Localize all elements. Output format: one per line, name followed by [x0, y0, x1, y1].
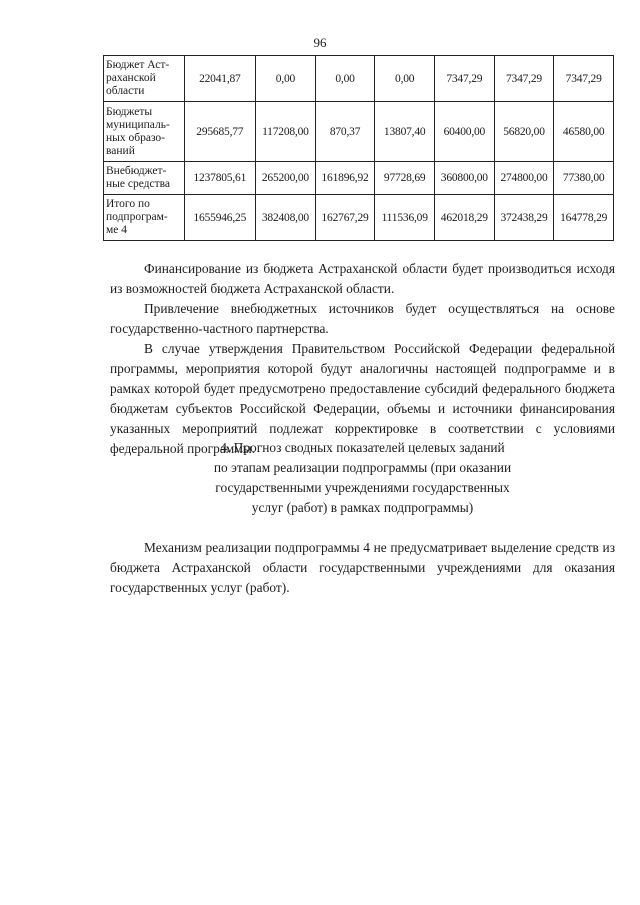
row-label [104, 195, 185, 241]
section-heading-line: по этапам реализации подпрограммы (при оказании [213, 460, 512, 475]
paragraph-federal-program: В случае утверждения Правительством Российской Федерации федеральной программы, мероприятия которой будут аналогичны настоящей подпрограмме и в рамках которой будет предусмотрено предоставление субсидий федерального бюджета бюджетам субъектов Российской Федерации, объемы и источники финансирования указанных мероприятий подлежат корректировке в соответствии с условиями федеральной программы. [110, 341, 615, 456]
table-cell: 295685,77 [184, 102, 255, 162]
row-label-line: ваний [106, 144, 135, 157]
paragraph-mechanism: Механизм реализации подпрограммы 4 не предусматривает выделение средств из бюджета Астраханской области государственными учреждениями для оказания государственных услуг (работ). [110, 540, 615, 595]
section-heading [110, 438, 615, 518]
paragraph-extrabudgetary: Привлечение внебюджетных источников будет осуществляться на основе государственно-частного партнерства. [110, 301, 615, 336]
table-row [104, 162, 614, 195]
row-label-line: ных образо- [106, 131, 166, 144]
table-row [104, 102, 614, 162]
table-cell: 22041,87 [184, 56, 255, 102]
table-cell: 60400,00 [435, 102, 495, 162]
table-cell: 372438,29 [494, 195, 554, 241]
table-cell: 462018,29 [435, 195, 495, 241]
row-label-line: ме 4 [106, 224, 128, 236]
budget-table-body [104, 56, 614, 241]
table-cell: 164778,29 [554, 195, 614, 241]
table-cell: 97728,69 [375, 162, 435, 195]
row-label [104, 162, 185, 195]
row-label-line: раханской [106, 72, 156, 84]
row-label-line: Бюджеты [106, 105, 153, 118]
row-label-line: Внебюджет- [106, 165, 167, 177]
table-cell: 0,00 [256, 56, 316, 102]
row-label-line: Бюджет Аст- [106, 59, 170, 71]
table-cell: 161896,92 [315, 162, 375, 195]
table-cell: 117208,00 [256, 102, 316, 162]
table-cell: 1237805,61 [184, 162, 255, 195]
paragraph-financing: Финансирование из бюджета Астраханской области будет производиться исходя из возможностей бюджета Астраханской области. [110, 261, 615, 296]
page-number: 96 [313, 35, 327, 50]
row-label-line: ные средства [106, 178, 171, 190]
table-cell: 0,00 [315, 56, 375, 102]
table-cell: 265200,00 [256, 162, 316, 195]
section-heading-line: государственными учреждениями государственных [215, 480, 510, 495]
table-cell: 77380,00 [554, 162, 614, 195]
table-cell: 382408,00 [256, 195, 316, 241]
row-label-line: подпрограм- [106, 211, 168, 223]
table-cell: 7347,29 [554, 56, 614, 102]
table-cell: 13807,40 [375, 102, 435, 162]
table-cell: 360800,00 [435, 162, 495, 195]
table-cell: 274800,00 [494, 162, 554, 195]
table-cell: 1655946,25 [184, 195, 255, 241]
table-cell: 46580,00 [554, 102, 614, 162]
section-heading-line: услуг (работ) в рамках подпрограммы) [251, 500, 474, 515]
row-label-line: Итого по [106, 198, 150, 210]
table-cell: 56820,00 [494, 102, 554, 162]
row-label [104, 56, 185, 102]
row-label [104, 102, 185, 162]
table-cell: 870,37 [315, 102, 375, 162]
budget-table [103, 55, 614, 241]
table-cell: 162767,29 [315, 195, 375, 241]
row-label-line: муниципаль- [106, 118, 170, 131]
section-heading-line: 4. Прогноз сводных показателей целевых заданий [220, 440, 505, 455]
table-cell: 7347,29 [435, 56, 495, 102]
table-cell: 7347,29 [494, 56, 554, 102]
row-label-line: области [106, 85, 145, 97]
table-cell: 111536,09 [375, 195, 435, 241]
table-cell: 0,00 [375, 56, 435, 102]
table-row [104, 56, 614, 102]
table-row [104, 195, 614, 241]
